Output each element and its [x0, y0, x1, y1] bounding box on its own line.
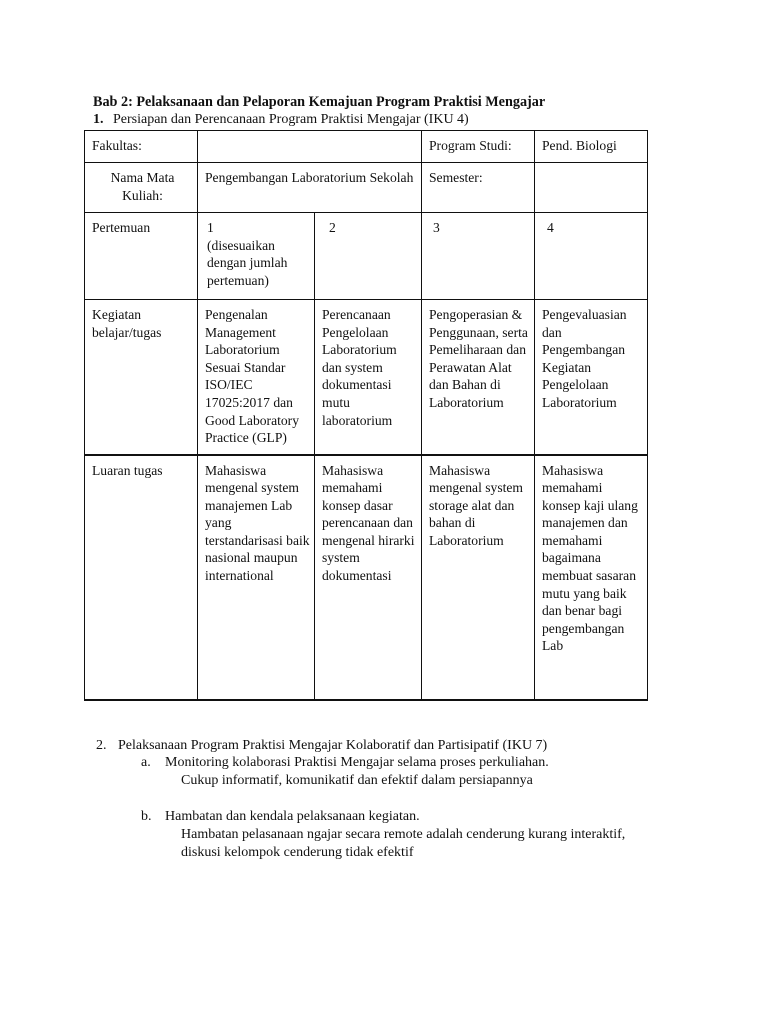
pertemuan-2: [315, 213, 422, 300]
table-row-luaran: [85, 455, 648, 700]
mata-kuliah-label: Nama Mata Kuliah:: [85, 163, 198, 213]
pertemuan-4-text: 4: [547, 220, 554, 235]
kegiatan-label: Kegiatan belajar/tugas: [85, 300, 198, 455]
lesson-plan-table: [84, 130, 648, 701]
luaran-label: Luaran tugas: [85, 455, 198, 700]
semester-label: Semester:: [422, 163, 535, 213]
section-1-text: Persiapan dan Perencanaan Program Praktisi Mengajar (IKU 4): [113, 112, 469, 127]
item-b-answer-line2: diskusi kelompok cenderung tidak efektif: [181, 845, 414, 860]
luaran-2: Mahasiswa memahami konsep dasar perencanaan dan mengenal hirarki system dokumentasi: [315, 455, 422, 700]
section-2-text: Pelaksanaan Program Praktisi Mengajar Kolaboratif dan Partisipatif (IKU 7): [118, 738, 548, 753]
kegiatan-2: Perencanaan Pengelolaan Laboratorium dan system dokumentasi mutu laboratorium: [315, 300, 422, 455]
pertemuan-3-text: 3: [433, 220, 440, 235]
table-row-pertemuan: [85, 213, 648, 300]
item-b: [141, 809, 420, 825]
semester-value: [535, 163, 648, 213]
table-row-kegiatan: [85, 300, 648, 455]
item-a-text: Monitoring kolaborasi Praktisi Mengajar selama proses perkuliahan.: [165, 755, 549, 770]
program-studi-value: Pend. Biologi: [535, 131, 648, 163]
item-b-answer-line1: Hambatan pelasanaan ngajar secara remote adalah cenderung kurang interaktif,: [181, 827, 626, 842]
luaran-4: Mahasiswa memahami konsep kaji ulang manajemen dan memahami bagaimana membuat sasaran mutu yang baik dan benar bagi pengembangan Lab: [535, 455, 648, 700]
fakultas-value: [198, 131, 422, 163]
item-a-label: a.: [141, 755, 151, 770]
section-2-number: 2.: [96, 738, 107, 753]
kegiatan-3: Pengoperasian & Penggunaan, serta Pemeliharaan dan Perawatan Alat dan Bahan di Laboratorium: [422, 300, 535, 455]
table-row-fakultas: [85, 131, 648, 163]
section-2-heading: [96, 738, 547, 754]
pertemuan-2-text: 2: [329, 220, 336, 235]
program-studi-label: Program Studi:: [422, 131, 535, 163]
pertemuan-3: [422, 213, 535, 300]
fakultas-label: Fakultas:: [85, 131, 198, 163]
section-1-number: 1.: [93, 112, 104, 127]
kegiatan-4: Pengevaluasian dan Pengembangan Kegiatan Pengelolaan Laboratorium: [535, 300, 648, 455]
pertemuan-1: [198, 213, 315, 300]
pertemuan-label: Pertemuan: [85, 213, 198, 300]
item-b-label: b.: [141, 809, 152, 824]
section-1-heading: [93, 112, 469, 128]
mata-kuliah-value: Pengembangan Laboratorium Sekolah: [198, 163, 422, 213]
table-row-mata-kuliah: [85, 163, 648, 213]
luaran-3: Mahasiswa mengenal system storage alat dan bahan di Laboratorium: [422, 455, 535, 700]
pertemuan-1-text: 1 (disesuaikan dengan jumlah pertemuan): [207, 220, 288, 288]
kegiatan-1: Pengenalan Management Laboratorium Sesuai Standar ISO/IEC 17025:2017 dan Good Laboratory Practice (GLP): [198, 300, 315, 455]
luaran-1: Mahasiswa mengenal system manajemen Lab yang terstandarisasi baik nasional maupun international: [198, 455, 315, 700]
item-b-text: Hambatan dan kendala pelaksanaan kegiatan.: [165, 809, 420, 824]
pertemuan-4: [535, 213, 648, 300]
item-a: [141, 755, 549, 771]
item-a-answer: Cukup informatif, komunikatif dan efektif dalam persiapannya: [181, 773, 533, 788]
chapter-heading: Bab 2: Pelaksanaan dan Pelaporan Kemajuan Program Praktisi Mengajar: [93, 94, 546, 110]
